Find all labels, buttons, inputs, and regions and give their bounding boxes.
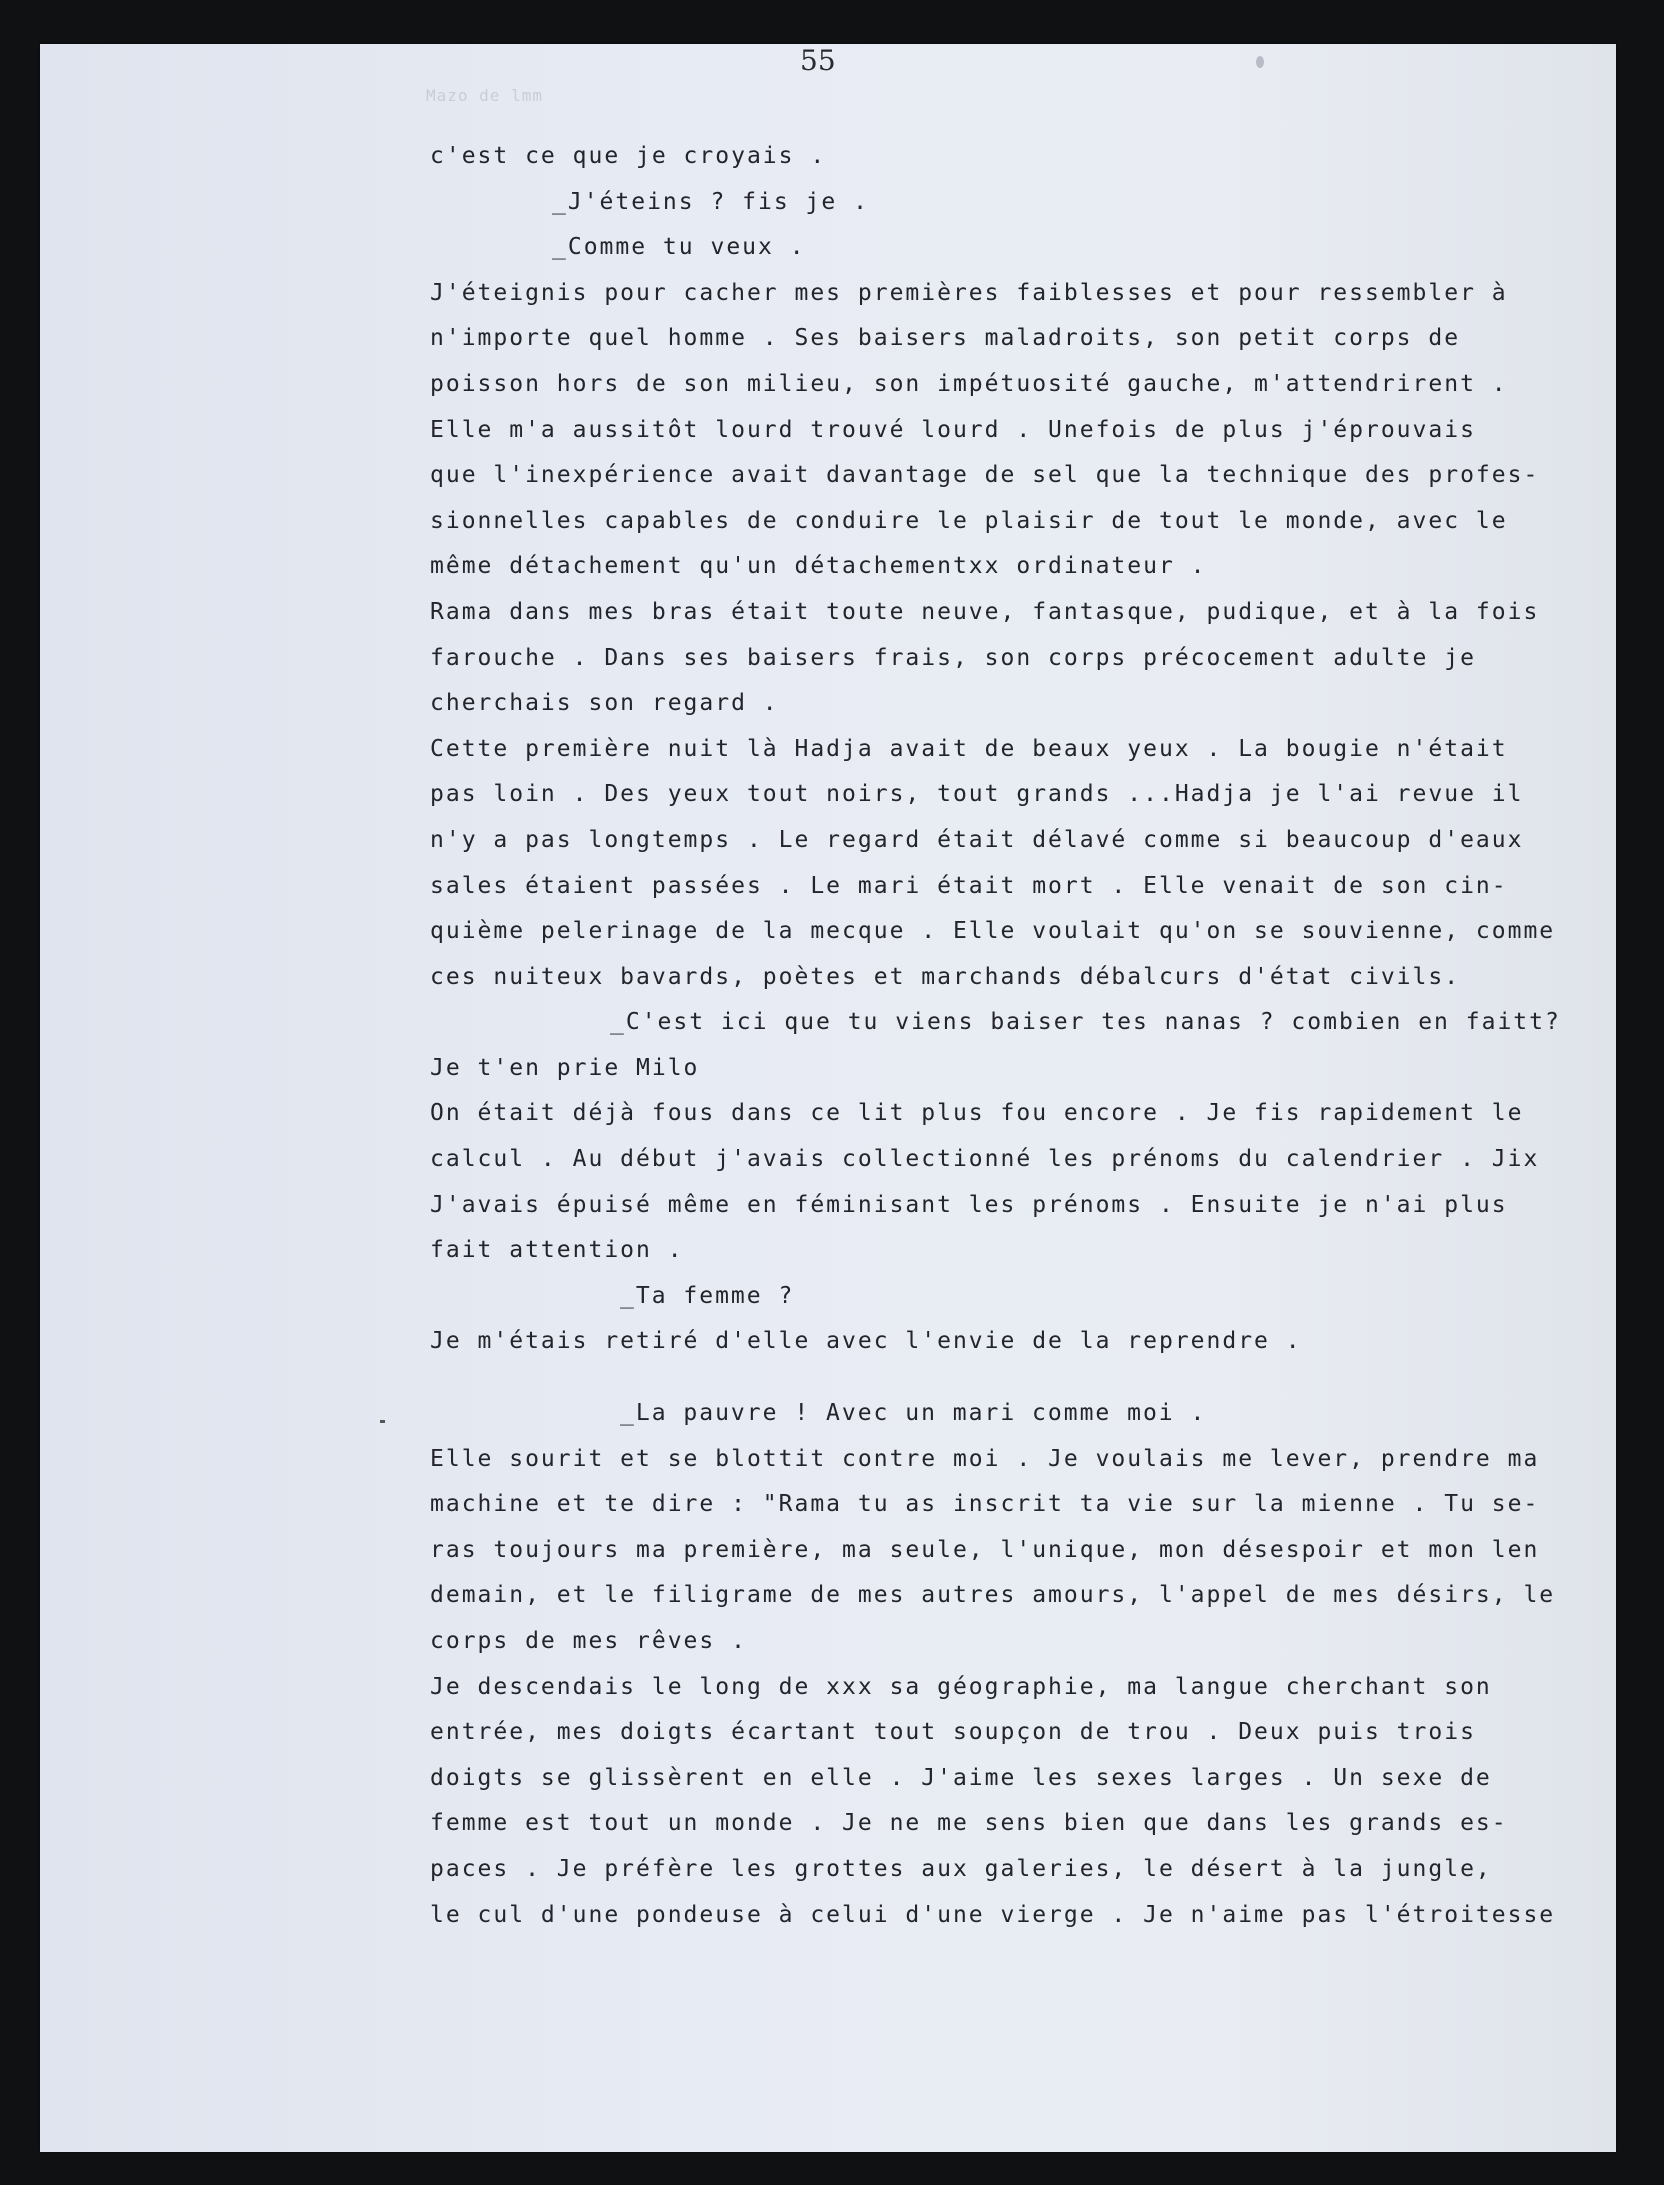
dialogue-line: _Comme tu veux . [552, 234, 806, 261]
text-line: poisson hors de son milieu, son impétuosité gauche, m'attendrirent . [430, 370, 1508, 397]
faint-header-text: Mazo de lmm [426, 86, 543, 105]
dialogue-line: _La pauvre ! Avec un mari comme moi . [620, 1400, 1207, 1427]
text-line: ras toujours ma première, ma seule, l'unique, mon désespoir et mon len [430, 1536, 1540, 1563]
text-line: doigts se glissèrent en elle . J'aime les sexes larges . Un sexe de [430, 1764, 1492, 1791]
text-line: n'y a pas longtemps . Le regard était délavé comme si beaucoup d'eaux [430, 826, 1524, 853]
page-body [430, 134, 1620, 1938]
text-line: même détachement qu'un détachementxx ordinateur . [430, 553, 1207, 580]
paper-smudge [1256, 56, 1264, 68]
text-line: Elle sourit et se blottit contre moi . Je voulais me lever, prendre ma [430, 1445, 1540, 1472]
text-line: n'importe quel homme . Ses baisers maladroits, son petit corps de [430, 325, 1461, 352]
text-line: Je t'en prie Milo [430, 1054, 700, 1081]
text-line: cherchais son regard . [430, 690, 779, 717]
text-line: J'avais épuisé même en féminisant les prénoms . Ensuite je n'ai plus [430, 1191, 1508, 1218]
text-line: Elle m'a aussitôt lourd trouvé lourd . Unefois de plus j'éprouvais [430, 416, 1476, 443]
text-line: le cul d'une pondeuse à celui d'une vierge . Je n'aime pas l'étroitesse [430, 1901, 1556, 1928]
text-line: quième pelerinage de la mecque . Elle voulait qu'on se souvienne, comme [430, 918, 1556, 945]
margin-mark [380, 1420, 385, 1423]
text-line: femme est tout un monde . Je ne me sens bien que dans les grands es- [430, 1810, 1508, 1837]
text-line: J'éteignis pour cacher mes premières faiblesses et pour ressembler à [430, 279, 1508, 306]
dialogue-line: _J'éteins ? fis je . [552, 188, 869, 215]
text-line: Je descendais le long de xxx sa géographie, ma langue cherchant son [430, 1673, 1492, 1700]
text-line: machine et te dire : "Rama tu as inscrit ta vie sur la mienne . Tu se- [430, 1491, 1540, 1518]
text-line: sionnelles capables de conduire le plaisir de tout le monde, avec le [430, 507, 1508, 534]
text-line: paces . Je préfère les grottes aux galeries, le désert à la jungle, [430, 1855, 1492, 1882]
text-line: corps de mes rêves . [430, 1628, 747, 1654]
text-line: calcul . Au début j'avais collectionné les prénoms du calendrier . Jix [430, 1146, 1540, 1173]
text-line: fait attention . [430, 1237, 684, 1264]
dialogue-line: _C'est ici que tu viens baiser tes nanas ? combien en faitt? [610, 1009, 1561, 1036]
text-line: Cette première nuit là Hadja avait de beaux yeux . La bougie n'était [430, 735, 1508, 762]
text-line: Rama dans mes bras était toute neuve, fantasque, pudique, et à la fois [430, 598, 1540, 625]
text-line: pas loin . Des yeux tout noirs, tout grands ...Hadja je l'ai revue il [430, 781, 1524, 808]
text-line: demain, et le filigrame de mes autres amours, l'appel de mes désirs, le [430, 1582, 1556, 1609]
text-line: farouche . Dans ses baisers frais, son corps précocement adulte je [430, 644, 1476, 671]
text-line: que l'inexpérience avait davantage de sel que la technique des profes- [430, 462, 1540, 489]
text-line: ces nuiteux bavards, poètes et marchands débalcurs d'état civils. [430, 963, 1461, 990]
page-number: 55 [800, 44, 836, 77]
paragraph-gap [430, 1365, 1620, 1391]
text-line: entrée, mes doigts écartant tout soupçon de trou . Deux puis trois [430, 1719, 1476, 1746]
text-line: sales étaient passées . Le mari était mort . Elle venait de son cin- [430, 872, 1508, 899]
text-line: On était déjà fous dans ce lit plus fou encore . Je fis rapidement le [430, 1100, 1524, 1127]
text-line: c'est ce que je croyais . [430, 143, 827, 169]
dialogue-line: _Ta femme ? [620, 1282, 795, 1309]
text-line: Je m'étais retiré d'elle avec l'envie de la reprendre . [430, 1328, 1302, 1355]
